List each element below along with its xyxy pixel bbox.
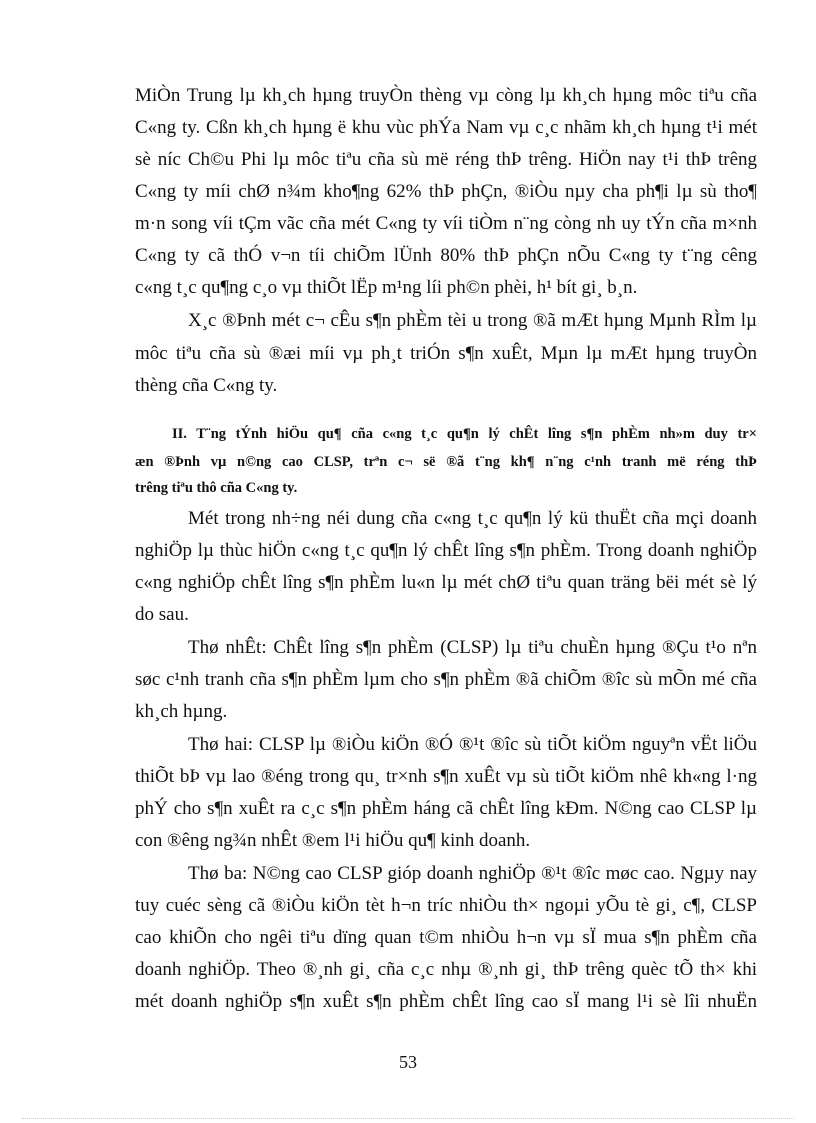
text-line: sè níc Ch©u Phi lµ môc tiªu cña sù më réng thÞ trêng. HiÖn nay t¹i thÞ trêng — [135, 149, 757, 170]
text-line: thiÕt bÞ vµ lao ®éng trong qu¸ tr×nh s¶n xuÊt vµ sù tiÕt kiÖm nhê kh«ng l·ng — [135, 766, 757, 787]
text-line: Thø hai: CLSP lµ ®iÒu kiÖn ®Ó ®¹t ®îc sù tiÕt kiÖm nguyªn vËt liÖu — [188, 734, 757, 755]
section-heading: II. T¨ng tÝnh hiÖu qu¶ cña c«ng t¸c qu¶n lý chÊt lîng s¶n phÈm nh»m duy tr× — [172, 426, 757, 442]
text-line: tuy cuéc sèng cã ®iÒu kiÖn tèt h¬n tríc nhiÒu th× ngoµi yÕu tè gi¸ c¶, CLSP — [135, 895, 757, 916]
text-line: thèng cña C«ng ty. — [135, 375, 278, 396]
text-line: C«ng ty míi chØ n¾m kho¶ng 62% thÞ phÇn, ®iÒu nµy cha ph¶i lµ sù tho¶ — [135, 181, 757, 202]
text-line: m·n song víi tÇm vãc cña mét C«ng ty víi tiÒm n¨ng còng nh uy tÝn cña m×nh — [135, 213, 757, 234]
text-line: søc c¹nh tranh cña s¶n phÈm lµm cho s¶n phÈm ®ã chiÕm ®îc sù mÕn mé cña — [135, 669, 757, 690]
text-line: Thø ba: N©ng cao CLSP gióp doanh nghiÖp ®¹t ®îc møc cao. Ngµy nay — [188, 863, 757, 884]
text-line: C«ng ty cã thÓ v¬n tíi chiÕm lÜnh 80% thÞ phÇn nÕu C«ng ty t¨ng cêng — [135, 245, 757, 266]
text-line: con ®êng ng¾n nhÊt ®em l¹i hiÖu qu¶ kinh doanh. — [135, 830, 531, 851]
text-line: C«ng ty. Cßn kh¸ch hµng ë khu vùc phÝa Nam vµ c¸c nhãm kh¸ch hµng t¹i mét — [135, 117, 757, 138]
text-line: c«ng nghiÖp chÊt lîng s¶n phÈm lu«n lµ mét chØ tiªu quan träng bëi mét sè lý — [135, 572, 757, 593]
text-line: môc tiªu cña sù ®æi míi vµ ph¸t triÓn s¶n xuÊt, Mµn lµ mÆt hµng truyÒn — [135, 343, 757, 364]
text-line: Mét trong nh÷ng néi dung cña c«ng t¸c qu¶n lý kü thuËt cña mçi doanh — [188, 508, 757, 529]
text-line: doanh nghiÖp. Theo ®¸nh gi¸ cña c¸c nhµ ®¸nh gi¸ thÞ trêng quèc tÕ th× khi — [135, 959, 757, 980]
text-line: nghiÖp lµ thùc hiÖn c«ng t¸c qu¶n lý chÊt lîng s¶n phÈm. Trong doanh nghiÖp — [135, 540, 757, 561]
text-line: MiÒn Trung lµ kh¸ch hµng truyÒn thèng vµ còng lµ kh¸ch hµng môc tiªu cña — [135, 85, 757, 106]
text-line: kh¸ch hµng. — [135, 701, 228, 722]
text-line: c«ng t¸c qu¶ng c¸o vµ thiÕt lËp m¹ng líi ph©n phèi, h¹ bít gi¸ b¸n. — [135, 277, 638, 298]
text-line: X¸c ®Þnh mét c¬ cÊu s¶n phÈm tèi u trong ®ã mÆt hµng Mµnh RÌm lµ — [188, 310, 757, 331]
text-line: phÝ cho s¶n xuÊt ra c¸c s¶n phÈm háng cã chÊt lîng kÐm. N©ng cao CLSP lµ — [135, 798, 757, 819]
footer-divider — [22, 1118, 794, 1119]
text-line: Thø nhÊt: ChÊt lîng s¶n phÈm (CLSP) lµ tiªu chuÈn hµng ®Çu t¹o nªn — [188, 637, 757, 658]
text-line: cao khiÕn cho ngêi tiªu dïng quan t©m nhiÒu h¬n vµ sÏ mua s¶n phÈm cña — [135, 927, 757, 948]
text-line: do sau. — [135, 604, 189, 625]
page-number: 53 — [399, 1052, 417, 1072]
section-heading: trêng tiªu thô cña C«ng ty. — [135, 480, 298, 496]
section-heading: æn ®Þnh vµ n©ng cao CLSP, trªn c¬ së ®ã t¨ng kh¶ n¨ng c¹nh tranh më réng thÞ — [135, 454, 757, 470]
text-line: mét doanh nghiÖp s¶n xuÊt s¶n phÈm chÊt lîng cao sÏ mang l¹i sè lîi nhuËn — [135, 991, 757, 1012]
